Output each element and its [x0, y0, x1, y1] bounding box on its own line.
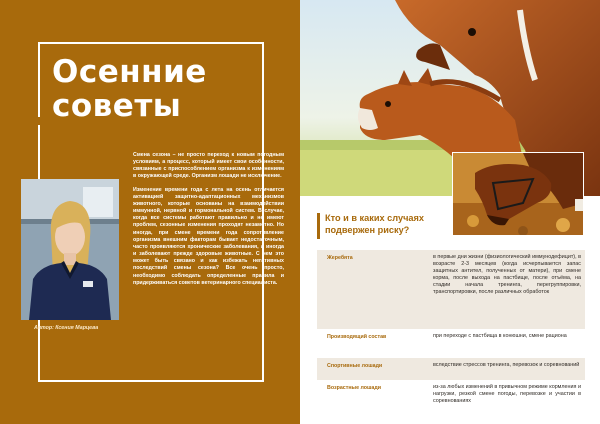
right-page: [300, 0, 600, 424]
risk-category: Производящий состав: [327, 334, 387, 340]
risk-category: Спортивные лошади: [327, 363, 383, 369]
table-row: [317, 380, 585, 416]
risk-description: в первые дни жизни (физиологический иммунодефицит), в возрасте 2-3 месяцев (когда исчерпывается запас защитных антител, полученных от матери), при смене корма, после выхода на пастбище, после отъёма, на стадии начала тренинга, перегруппировки, транспортировки, после различных обработок: [433, 254, 581, 296]
article-title-line1: Осенние: [52, 54, 207, 90]
article-title-line2: советы: [52, 88, 182, 124]
article-title: [52, 55, 252, 123]
risk-category: Возрастные лошади: [327, 385, 381, 391]
author-portrait-image: [21, 179, 119, 320]
table-row: [317, 329, 585, 358]
author-caption: Автор: Ксения Марцева: [34, 325, 99, 331]
risk-title-line2: подвержен риску?: [325, 225, 410, 235]
risk-description: при переходе с пастбища в конюшни, смене рациона: [433, 333, 567, 339]
article-body: [133, 152, 284, 293]
risk-category: Жеребята: [327, 255, 353, 261]
article-paragraph: Изменение времени года с лета на осень отличается активацией защитно-адаптационных механизмов животного, которые основаны на взаимодействии иммунной, нервной и гормональной систем. В случае, когда все системы работают правильно и не имеют проблем, сезонные изменения проходят незаметно. Но иногда, при смене времени года сопротивление организма внешним факторам бывает недостаточным, часто проявляются хронические заболевания, а иногда и заболевают прежде здоровые животные. С чем это может быть связано и как избежать негативных последствий смены сезона? Все очень просто, необходимо соблюдать определенные правила и придерживаться советов ветеринарного специалиста.: [133, 186, 284, 286]
risk-section-title: [325, 212, 485, 236]
risk-description: вследствие стрессов тренинга, перевозок и соревнований: [433, 362, 580, 368]
risk-title-line1: Кто и в каких случаях: [325, 213, 425, 223]
table-row: [317, 250, 585, 329]
section-accent-bar: [317, 213, 320, 239]
author-photo: [21, 179, 119, 320]
risk-description: из-за любых изменений в привычном режиме кормления и нагрузки, резкой смене погоды, перевозке и участии в соревнованиях: [433, 384, 581, 405]
risk-table: [317, 250, 585, 416]
table-row: [317, 358, 585, 380]
article-paragraph: Смена сезона – не просто переход к новым погодным условиям, а процесс, который имеет свои особенности, связанные с приспособлением организма к изменениям в окружающей среде. Организм лошади не исключение.: [133, 152, 284, 180]
